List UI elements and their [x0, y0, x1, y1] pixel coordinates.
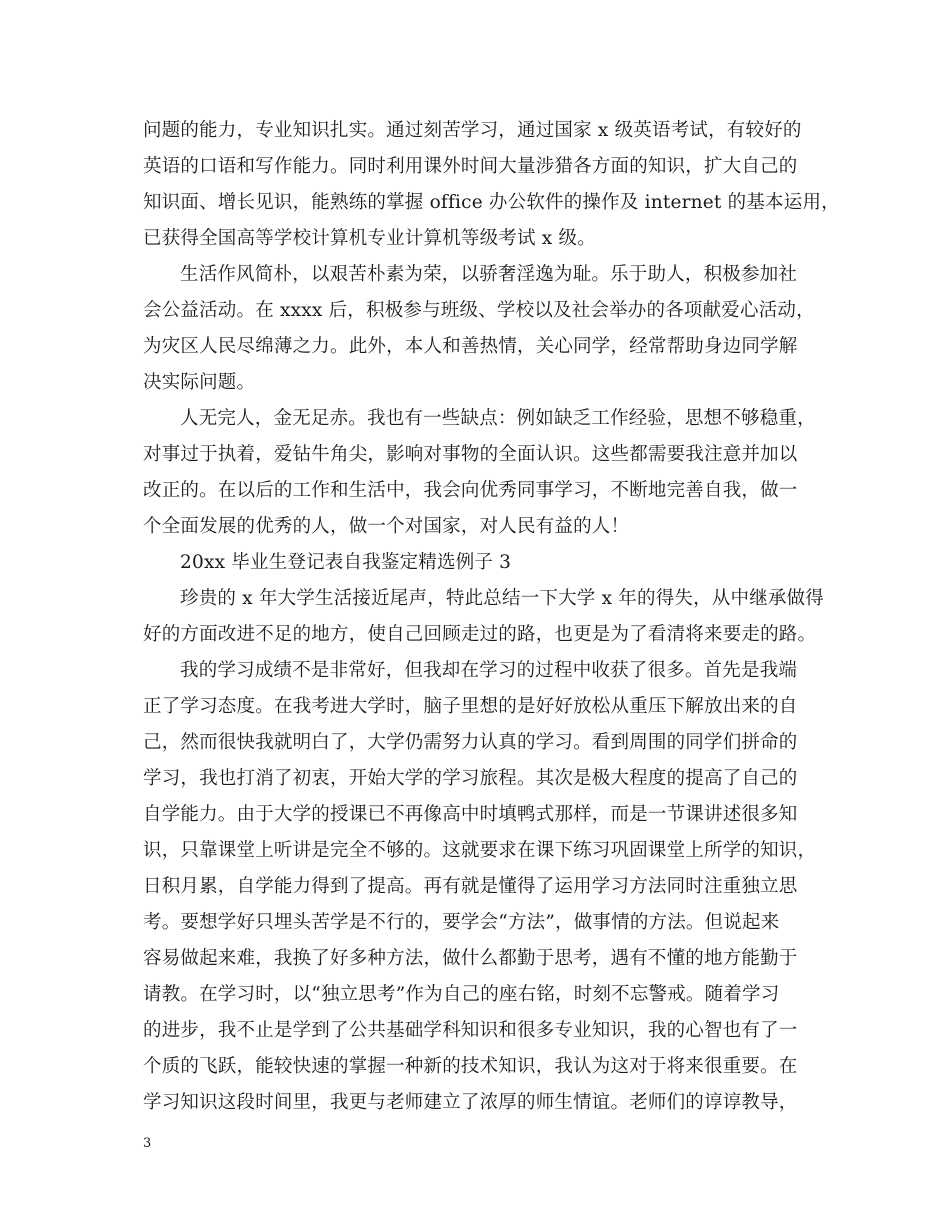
text-line: 好的方面改进不足的地方，使自己回顾走过的路，也更是为了看清将来要走的路。 — [143, 624, 817, 645]
text-line: 已获得全国高等学校计算机专业计算机等级考试 x 级。 — [143, 228, 596, 249]
text-line: 为灾区人民尽绵薄之力。此外，本人和善热情，关心同学，经常帮助身边同学解 — [143, 336, 798, 357]
text-line: 问题的能力，专业知识扎实。通过刻苦学习，通过国家 x 级英语考试，有较好的 — [143, 120, 802, 141]
text-line: 容易做起来难，我换了好多种方法，做什么都勤于思考，遇有不懂的地方能勤于 — [143, 948, 798, 969]
section-heading: 20xx 毕业生登记表自我鉴定精选例子 3 — [180, 552, 512, 573]
paragraph-first-line: 珍贵的 x 年大学生活接近尾声，特此总结一下大学 x 年的得失，从中继承做得 — [180, 588, 824, 609]
text-line: 知识面、增长见识，能熟练的掌握 office 办公软件的操作及 internet 的基本运用， — [143, 192, 840, 213]
text-line: 的进步，我不止是学到了公共基础学科知识和很多专业知识，我的心智也有了一 — [143, 1020, 798, 1041]
text-line: 对事过于执着，爱钻牛角尖，影响对事物的全面认识。这些都需要我注意并加以 — [143, 444, 798, 465]
text-line: 考。要想学好只埋头苦学是不行的，要学会“方法”，做事情的方法。但说起来 — [143, 912, 780, 933]
text-line: 个质的飞跃，能较快速的掌握一种新的技术知识，我认为这对于将来很重要。在 — [143, 1056, 798, 1077]
text-line: 日积月累，自学能力得到了提高。再有就是懂得了运用学习方法同时注重独立思 — [143, 876, 798, 897]
paragraph-first-line: 人无完人，金无足赤。我也有一些缺点：例如缺乏工作经验，思想不够稳重， — [180, 408, 816, 429]
text-line: 自学能力。由于大学的授课已不再像高中时填鸭式那样，而是一节课讲述很多知 — [143, 804, 798, 825]
text-line: 识，只靠课堂上听讲是完全不够的。这就要求在课下练习巩固课堂上所学的知识， — [143, 840, 817, 861]
page-number: 3 — [143, 1136, 152, 1151]
document-body — [143, 113, 840, 1121]
text-line: 个全面发展的优秀的人，做一个对国家，对人民有益的人！ — [143, 516, 630, 537]
text-line: 正了学习态度。在我考进大学时，脑子里想的是好好放松从重压下解放出来的自 — [143, 696, 798, 717]
text-line: 请教。在学习时，以“独立思考”作为自己的座右铭，时刻不忘警戒。随着学习 — [143, 984, 780, 1005]
text-line: 英语的口语和写作能力。同时利用课外时间大量涉猎各方面的知识，扩大自己的 — [143, 156, 798, 177]
paragraph-first-line: 生活作风简朴，以艰苦朴素为荣，以骄奢淫逸为耻。乐于助人，积极参加社 — [180, 264, 798, 285]
text-line: 学习知识这段时间里，我更与老师建立了浓厚的师生情谊。老师们的谆谆教导， — [143, 1092, 798, 1113]
text-line: 己，然而很快我就明白了，大学仍需努力认真的学习。看到周围的同学们拼命的 — [143, 732, 798, 753]
text-line: 改正的。在以后的工作和生活中，我会向优秀同事学习，不断地完善自我，做一 — [143, 480, 798, 501]
text-line: 学习，我也打消了初衷，开始大学的学习旅程。其次是极大程度的提高了自己的 — [143, 768, 798, 789]
text-line: 决实际问题。 — [143, 372, 256, 393]
text-line: 会公益活动。在 xxxx 后，积极参与班级、学校以及社会举办的各项献爱心活动， — [143, 300, 815, 321]
paragraph-first-line: 我的学习成绩不是非常好，但我却在学习的过程中收获了很多。首先是我端 — [180, 660, 798, 681]
